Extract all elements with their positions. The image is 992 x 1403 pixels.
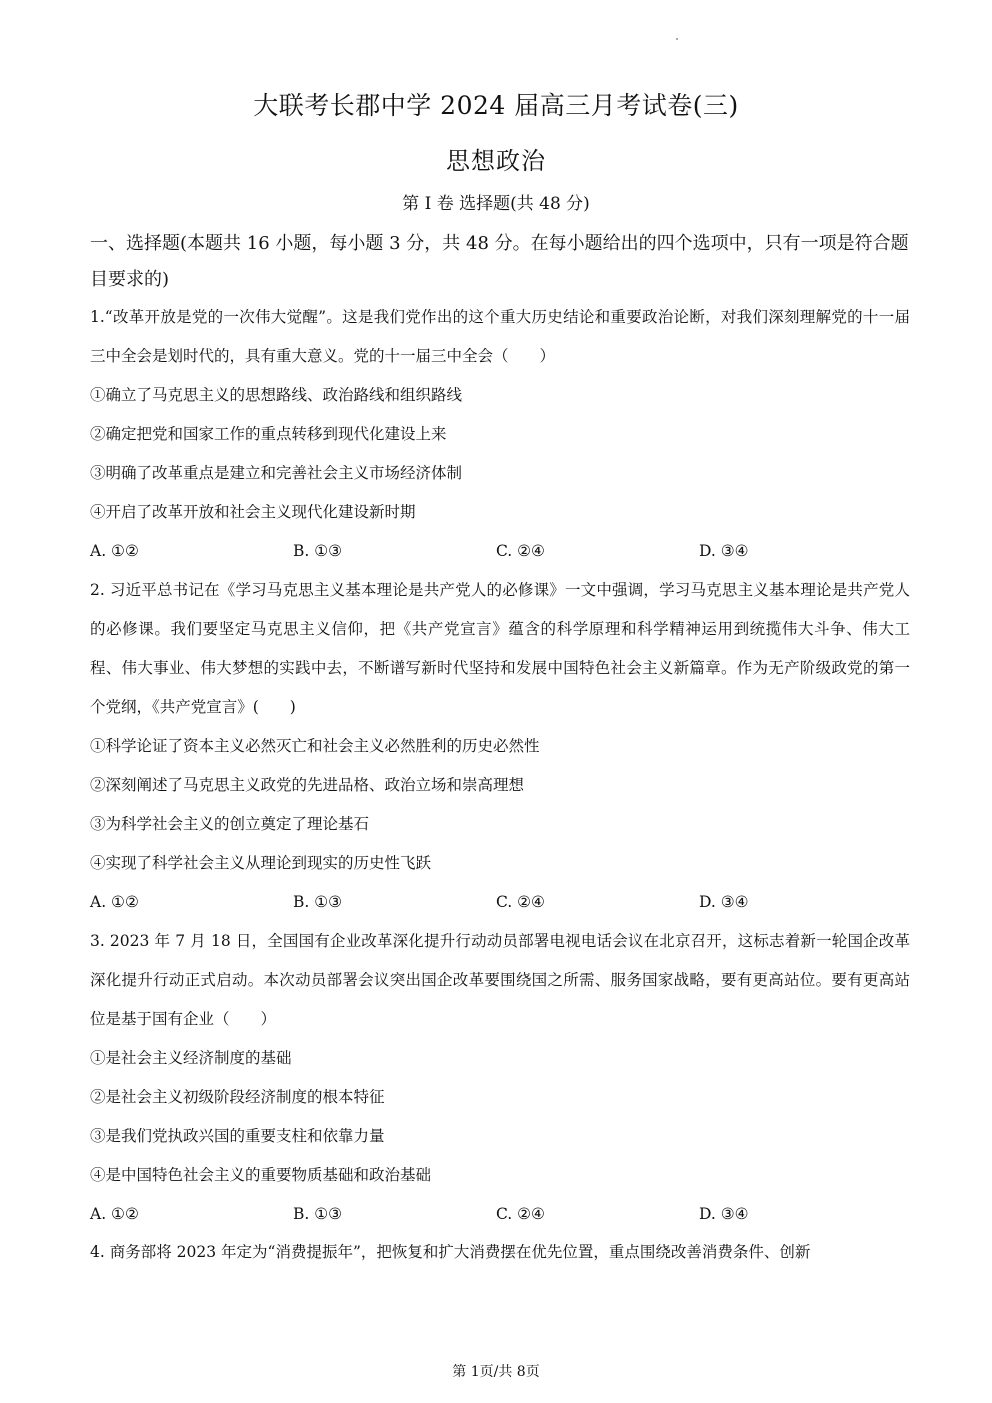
- question-stem: 4. 商务部将 2023 年定为“消费提振年”，把恢复和扩大消费摆在优先位置，重点围绕改善消费条件、创新: [90, 1243, 811, 1261]
- choice-d: D. ③④: [699, 542, 749, 560]
- question-1: [90, 298, 910, 571]
- choice-a: A. ①②: [90, 1205, 139, 1223]
- choice-b: B. ①③: [293, 1205, 343, 1223]
- choice-a: A. ①②: [90, 542, 139, 560]
- statement-option: ②确定把党和国家工作的重点转移到现代化建设上来: [90, 425, 447, 443]
- question-stem: 2. 习近平总书记在《学习马克思主义基本理论是共产党人的必修课》一文中强调，学习马克思主义基本理论是共产党人的必修课。我们要坚定马克思主义信仰，把《共产党宣言》蕴含的科学原理和科学精神运用到统揽伟大斗争、伟大工程、伟大事业、伟大梦想的实践中去，不断谱写新时代坚持和发展中国特色社会主义新篇章。作为无产阶级政党的第一个党纲，《共产党宣言》( ): [90, 581, 910, 716]
- question-3: [90, 922, 910, 1234]
- statement-option: ②深刻阐述了马克思主义政党的先进品格、政治立场和崇高理想: [90, 776, 525, 794]
- statement-option: ④开启了改革开放和社会主义现代化建设新时期: [90, 503, 416, 521]
- choice-b: B. ①③: [293, 542, 343, 560]
- statement-option: ②是社会主义初级阶段经济制度的根本特征: [90, 1088, 385, 1106]
- question-4: [90, 1233, 910, 1272]
- choice-c: C. ②④: [496, 1205, 545, 1223]
- section-heading: 一、选择题(本题共 16 小题，每小题 3 分，共 48 分。在每小题给出的四个选项中，只有一项是符合题目要求的): [90, 233, 909, 290]
- statement-option: ④实现了科学社会主义从理论到现实的历史性飞跃: [90, 854, 432, 872]
- page-number: 第 1页/共 8页: [452, 1364, 540, 1380]
- choice-d: D. ③④: [699, 1205, 749, 1223]
- statement-option: ①科学论证了资本主义必然灭亡和社会主义必然胜利的历史必然性: [90, 737, 540, 755]
- statement-option: ①是社会主义经济制度的基础: [90, 1049, 292, 1067]
- statement-option: ③明确了改革重点是建立和完善社会主义市场经济体制: [90, 464, 463, 482]
- choice-d: D. ③④: [699, 893, 749, 911]
- subject-title: 思想政治: [446, 147, 546, 175]
- statement-option: ④是中国特色社会主义的重要物质基础和政治基础: [90, 1166, 432, 1184]
- question-2: [90, 571, 910, 922]
- choice-c: C. ②④: [496, 542, 545, 560]
- choice-b: B. ①③: [293, 893, 343, 911]
- question-stem: 3. 2023 年 7 月 18 日，全国国有企业改革深化提升行动动员部署电视电话会议在北京召开，这标志着新一轮国企改革深化提升行动正式启动。本次动员部署会议突出国企改革要围绕国之所需、服务国家战略，要有更高站位。要有更高站位是基于国有企业（ ）: [90, 932, 910, 1028]
- choice-a: A. ①②: [90, 893, 139, 911]
- choice-c: C. ②④: [496, 893, 545, 911]
- answer-choices: [90, 1195, 910, 1234]
- answer-choices: [90, 883, 910, 922]
- question-stem: 1.“改革开放是党的一次伟大觉醒”。这是我们党作出的这个重大历史结论和重要政治论断，对我们深刻理解党的十一届三中全会是划时代的，具有重大意义。党的十一届三中全会（ ）: [90, 308, 910, 365]
- scan-speck: [676, 38, 678, 40]
- answer-choices: [90, 532, 910, 571]
- statement-option: ③是我们党执政兴国的重要支柱和依靠力量: [90, 1127, 385, 1145]
- statement-option: ①确立了马克思主义的思想路线、政治路线和组织路线: [90, 386, 463, 404]
- statement-option: ③为科学社会主义的创立奠定了理论基石: [90, 815, 370, 833]
- part-heading: 第 I 卷 选择题(共 48 分): [402, 194, 590, 214]
- exam-title: 大联考长郡中学 2024 届高三月考试卷(三): [253, 91, 739, 120]
